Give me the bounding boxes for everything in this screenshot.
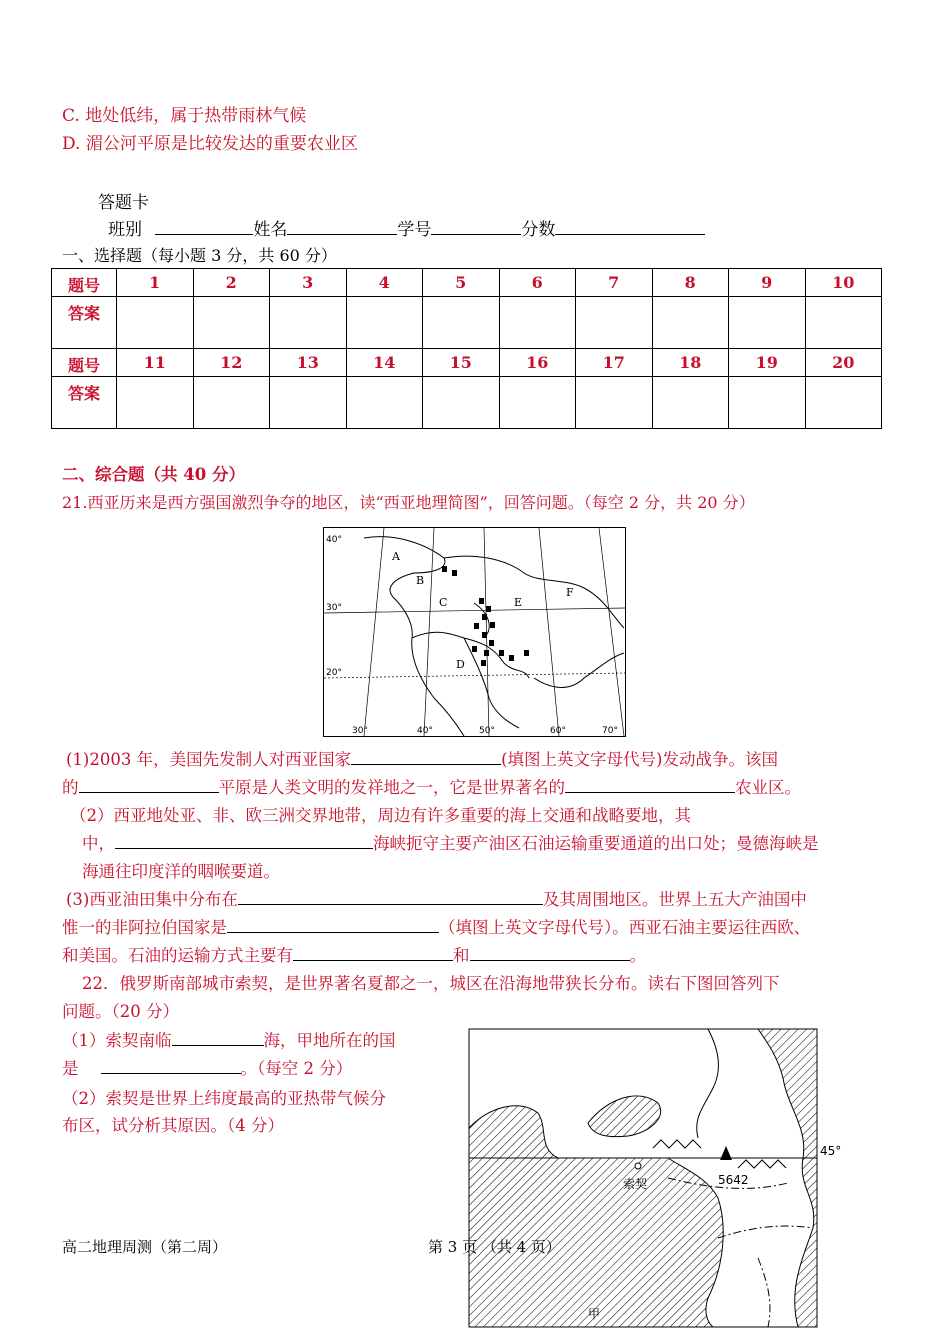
- q21-blank[interactable]: [227, 916, 439, 933]
- q21-blank[interactable]: [115, 832, 373, 849]
- map-letter: B: [416, 574, 425, 587]
- question-number: 10: [805, 269, 882, 297]
- answer-table: [51, 268, 882, 429]
- lat-label: 30°: [326, 603, 342, 613]
- id-field[interactable]: [431, 218, 521, 235]
- q21-blank[interactable]: [470, 944, 630, 961]
- question-number: 19: [729, 349, 806, 377]
- q21-blank[interactable]: [293, 944, 453, 961]
- q22-part1-line2: 是 。（每空 2 分）: [62, 1059, 353, 1078]
- peak-label: 5642: [718, 1173, 749, 1187]
- question-number: 13: [270, 349, 347, 377]
- answer-card-title: 答题卡: [98, 193, 149, 213]
- answer-cell[interactable]: [117, 297, 194, 349]
- answer-cell[interactable]: [270, 297, 347, 349]
- lat-label: 20°: [326, 668, 342, 678]
- question-number: 14: [346, 349, 423, 377]
- q21-part1-line1: (1)2003 年，美国先发制人对西亚国家 (填图上英文字母代号)发动战争。该国: [66, 750, 778, 769]
- option-c: C. 地处低纬，属于热带雨林气候: [62, 106, 307, 126]
- answer-cell[interactable]: [270, 377, 347, 429]
- q22-part2-line1: （2）索契是世界上纬度最高的亚热带气候分: [62, 1089, 386, 1108]
- answer-cell[interactable]: [576, 377, 653, 429]
- score-label: 分数: [521, 220, 556, 240]
- map-letter: E: [514, 596, 523, 609]
- answer-cell[interactable]: [117, 377, 194, 429]
- sochi-map-svg: [468, 1028, 848, 1328]
- answer-cell[interactable]: [193, 297, 270, 349]
- class-field[interactable]: [155, 218, 253, 235]
- footer-page: 第 3 页 （共 4 页）: [428, 1238, 561, 1256]
- question-number: 9: [729, 269, 806, 297]
- lon-label: 40°: [417, 726, 433, 736]
- lat-label: 40°: [326, 535, 342, 545]
- place-jia-label: 甲: [588, 1307, 601, 1321]
- question-number: 11: [117, 349, 194, 377]
- question-number: 2: [193, 269, 270, 297]
- question-number: 6: [499, 269, 576, 297]
- lon-label: 60°: [550, 726, 566, 736]
- answer-label: 答案: [52, 297, 117, 349]
- q21-stem: 21.西亚历来是西方强国激烈争夺的地区，读“西亚地理简图”，回答问题。（每空 2 分，共 20 分）: [62, 493, 755, 512]
- answer-cell[interactable]: [423, 377, 500, 429]
- map-letter: A: [392, 550, 400, 563]
- q21-part2-line1: （2）西亚地处亚、非、欧三洲交界地带，周边有许多重要的海上交通和战略要地，其: [70, 806, 691, 825]
- q21-blank[interactable]: [351, 748, 501, 765]
- question-number: 18: [652, 349, 729, 377]
- q22-stem-line1: 22．俄罗斯南部城市索契，是世界著名夏都之一，城区在沿海地带狭长分布。读右下图回答列下: [82, 974, 780, 993]
- question-number: 16: [499, 349, 576, 377]
- lon-label: 70°: [602, 726, 618, 736]
- west-asia-map: [323, 527, 626, 737]
- answer-cell[interactable]: [652, 297, 729, 349]
- name-field[interactable]: [287, 218, 397, 235]
- id-label: 学号: [397, 220, 432, 240]
- score-field[interactable]: [555, 218, 705, 235]
- q21-part2-line3: 海通往印度洋的咽喉要道。: [82, 862, 280, 881]
- lon-label: 50°: [479, 726, 495, 736]
- q21-blank[interactable]: [238, 888, 543, 905]
- question-number: 1: [117, 269, 194, 297]
- answer-cell[interactable]: [193, 377, 270, 429]
- question-number: 12: [193, 349, 270, 377]
- map-letter: D: [456, 658, 465, 671]
- question-number: 17: [576, 349, 653, 377]
- name-label: 姓名: [253, 220, 288, 240]
- footer-title: 高二地理周测（第二周）: [62, 1238, 228, 1256]
- answer-cell[interactable]: [576, 297, 653, 349]
- row-label: 题号: [52, 349, 117, 377]
- sochi-label: 索契: [623, 1177, 648, 1191]
- q22-part1-line1: （1）索契南临 海，甲地所在的国: [62, 1031, 396, 1050]
- sochi-map: [468, 1028, 848, 1328]
- answer-cell[interactable]: [805, 377, 882, 429]
- q21-part3-line1: (3)西亚油田集中分布在 及其周围地区。世界上五大产油国中: [66, 890, 807, 909]
- answer-cell[interactable]: [346, 297, 423, 349]
- section2-title: 二、综合题（共 40 分）: [62, 465, 245, 484]
- answer-label: 答案: [52, 377, 117, 429]
- map-letter: C: [439, 596, 448, 609]
- lon-label: 30°: [352, 726, 368, 736]
- answer-cell[interactable]: [499, 297, 576, 349]
- answer-cell[interactable]: [652, 377, 729, 429]
- answer-card-fields: [108, 215, 705, 240]
- class-label: 班别: [108, 220, 142, 240]
- q21-blank[interactable]: [79, 776, 219, 793]
- q22-blank[interactable]: [101, 1057, 241, 1074]
- row-label: 题号: [52, 269, 117, 297]
- answer-cell[interactable]: [499, 377, 576, 429]
- section1-title: 一、选择题（每小题 3 分，共 60 分）: [62, 246, 337, 265]
- question-number: 5: [423, 269, 500, 297]
- answer-cell[interactable]: [805, 297, 882, 349]
- map-letter: F: [566, 586, 574, 599]
- q21-blank[interactable]: [565, 776, 735, 793]
- question-number: 3: [270, 269, 347, 297]
- lat-45-label: 45°: [820, 1144, 842, 1158]
- question-number: 4: [346, 269, 423, 297]
- answer-cell[interactable]: [729, 297, 806, 349]
- option-d: D. 湄公河平原是比较发达的重要农业区: [62, 134, 358, 154]
- question-number: 15: [423, 349, 500, 377]
- west-asia-map-svg: [324, 528, 625, 736]
- q21-part3-line3: 和美国。石油的运输方式主要有 和 。: [62, 946, 646, 965]
- answer-cell[interactable]: [346, 377, 423, 429]
- q22-blank[interactable]: [172, 1029, 264, 1046]
- question-number: 20: [805, 349, 882, 377]
- question-number: 8: [652, 269, 729, 297]
- q22-part2-line2: 布区，试分析其原因。（4 分）: [62, 1116, 284, 1135]
- question-number: 7: [576, 269, 653, 297]
- q21-part1-line2: 的 平原是人类文明的发祥地之一，它是世界著名的 农业区。: [62, 778, 801, 797]
- q21-part2-line2: 中， 海峡扼守主要产油区石油运输重要通道的出口处；曼德海峡是: [82, 834, 819, 853]
- q21-part3-line2: 惟一的非阿拉伯国家是 （填图上英文字母代号）。西亚石油主要运往西欧、: [62, 918, 811, 937]
- answer-cell[interactable]: [423, 297, 500, 349]
- answer-cell[interactable]: [729, 377, 806, 429]
- q22-stem-line2: 问题。（20 分）: [62, 1002, 179, 1021]
